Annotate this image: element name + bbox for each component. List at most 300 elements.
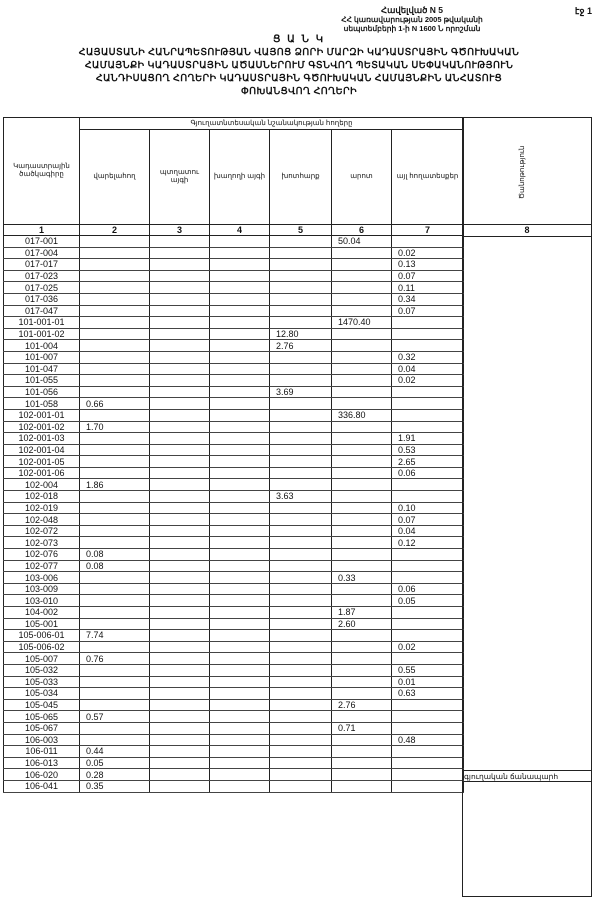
column-number: 4 xyxy=(210,225,270,236)
area-cell xyxy=(392,549,464,561)
table-row xyxy=(4,722,464,734)
column-number: 5 xyxy=(270,225,332,236)
column-number: 7 xyxy=(392,225,464,236)
area-cell xyxy=(392,421,464,433)
page-number: էջ 1 xyxy=(574,6,592,16)
area-cell xyxy=(150,769,210,781)
area-cell xyxy=(80,491,150,503)
area-cell xyxy=(80,340,150,352)
area-cell xyxy=(332,444,392,456)
area-cell xyxy=(392,699,464,711)
table-row xyxy=(4,780,464,792)
table-body xyxy=(4,236,464,793)
cadastral-code-cell: 106-013 xyxy=(4,757,80,769)
area-cell xyxy=(332,734,392,746)
area-cell xyxy=(80,456,150,468)
land-table xyxy=(3,117,464,793)
table-row xyxy=(4,236,464,248)
area-cell xyxy=(210,305,270,317)
area-cell xyxy=(210,514,270,526)
area-cell xyxy=(80,688,150,700)
cadastral-code-cell: 102-018 xyxy=(4,491,80,503)
cadastral-code-cell: 105-001 xyxy=(4,618,80,630)
area-cell xyxy=(210,351,270,363)
area-cell xyxy=(332,525,392,537)
table-row xyxy=(4,386,464,398)
area-cell xyxy=(270,607,332,619)
table-row xyxy=(4,456,464,468)
cadastral-code-cell: 102-001-01 xyxy=(4,409,80,421)
area-cell xyxy=(150,444,210,456)
cadastral-code-cell: 103-009 xyxy=(4,583,80,595)
cadastral-code-cell: 103-010 xyxy=(4,595,80,607)
notes-column xyxy=(462,117,592,897)
annex-line-2: սեպտեմբերի 1-ի N 1600 Ն որոշման xyxy=(343,24,481,33)
table-row xyxy=(4,444,464,456)
area-cell xyxy=(270,676,332,688)
area-cell xyxy=(270,653,332,665)
area-cell xyxy=(332,653,392,665)
area-cell xyxy=(210,630,270,642)
area-cell xyxy=(210,525,270,537)
cadastral-code-cell: 017-017 xyxy=(4,259,80,271)
table-row xyxy=(4,746,464,758)
cadastral-code-cell: 102-001-04 xyxy=(4,444,80,456)
table-row xyxy=(4,664,464,676)
cadastral-code-cell: 017-047 xyxy=(4,305,80,317)
area-cell xyxy=(270,595,332,607)
area-cell: 0.11 xyxy=(392,282,464,294)
area-cell xyxy=(392,560,464,572)
area-cell xyxy=(270,317,332,329)
area-cell xyxy=(150,375,210,387)
header-orchard: պտղատու այգի xyxy=(150,130,210,225)
area-cell: 2.60 xyxy=(332,618,392,630)
area-cell: 0.44 xyxy=(80,746,150,758)
area-cell xyxy=(150,711,210,723)
area-cell xyxy=(210,317,270,329)
table-row xyxy=(4,607,464,619)
cadastral-code-cell: 017-023 xyxy=(4,270,80,282)
area-cell xyxy=(210,421,270,433)
area-cell: 50.04 xyxy=(332,236,392,248)
area-cell xyxy=(210,502,270,514)
area-cell xyxy=(270,711,332,723)
area-cell xyxy=(270,502,332,514)
area-cell xyxy=(150,722,210,734)
cadastral-code-cell: 101-007 xyxy=(4,351,80,363)
area-cell xyxy=(150,259,210,271)
table-row xyxy=(4,409,464,421)
area-cell xyxy=(210,340,270,352)
area-cell: 0.63 xyxy=(392,688,464,700)
area-cell xyxy=(392,722,464,734)
area-cell xyxy=(392,328,464,340)
cadastral-code-cell: 105-065 xyxy=(4,711,80,723)
area-cell xyxy=(80,236,150,248)
area-cell xyxy=(270,757,332,769)
area-cell: 3.63 xyxy=(270,491,332,503)
area-cell xyxy=(210,757,270,769)
cadastral-code-cell: 105-007 xyxy=(4,653,80,665)
area-cell xyxy=(270,769,332,781)
area-cell xyxy=(80,676,150,688)
area-cell xyxy=(210,711,270,723)
cadastral-code-cell: 105-006-02 xyxy=(4,641,80,653)
area-cell: 0.48 xyxy=(392,734,464,746)
header-hayfield: խոտհարք xyxy=(270,130,332,225)
area-cell xyxy=(80,363,150,375)
area-cell xyxy=(270,572,332,584)
area-cell: 2.76 xyxy=(332,699,392,711)
area-cell xyxy=(80,247,150,259)
area-cell xyxy=(392,711,464,723)
area-cell xyxy=(210,293,270,305)
area-cell xyxy=(210,572,270,584)
cadastral-code-cell: 102-001-06 xyxy=(4,467,80,479)
area-cell xyxy=(210,618,270,630)
area-cell xyxy=(80,734,150,746)
area-cell xyxy=(392,398,464,410)
area-cell xyxy=(332,537,392,549)
table-row xyxy=(4,421,464,433)
area-cell: 0.35 xyxy=(80,780,150,792)
area-cell xyxy=(210,386,270,398)
area-cell xyxy=(80,270,150,282)
area-cell xyxy=(210,409,270,421)
area-cell xyxy=(210,398,270,410)
area-cell xyxy=(392,769,464,781)
area-cell xyxy=(80,375,150,387)
area-cell xyxy=(332,247,392,259)
area-cell xyxy=(332,433,392,445)
area-cell xyxy=(210,270,270,282)
cadastral-code-cell: 102-001-05 xyxy=(4,456,80,468)
table-row xyxy=(4,618,464,630)
header-notes-cell xyxy=(463,118,591,225)
area-cell xyxy=(270,351,332,363)
area-cell xyxy=(332,282,392,294)
area-cell xyxy=(80,328,150,340)
area-cell xyxy=(210,328,270,340)
area-cell xyxy=(270,398,332,410)
area-cell xyxy=(150,618,210,630)
area-cell xyxy=(270,722,332,734)
area-cell xyxy=(80,259,150,271)
table-row xyxy=(4,676,464,688)
table-row xyxy=(4,433,464,445)
area-cell xyxy=(270,409,332,421)
area-cell xyxy=(210,653,270,665)
area-cell xyxy=(210,769,270,781)
area-cell xyxy=(392,757,464,769)
cadastral-code-cell: 102-001-02 xyxy=(4,421,80,433)
area-cell: 0.12 xyxy=(392,537,464,549)
area-cell xyxy=(270,293,332,305)
area-cell: 0.07 xyxy=(392,514,464,526)
area-cell xyxy=(270,525,332,537)
area-cell xyxy=(150,421,210,433)
area-cell xyxy=(392,409,464,421)
area-cell: 0.02 xyxy=(392,247,464,259)
area-cell xyxy=(150,351,210,363)
area-cell: 0.34 xyxy=(392,293,464,305)
cadastral-code-cell: 101-056 xyxy=(4,386,80,398)
area-cell xyxy=(150,664,210,676)
area-cell xyxy=(150,560,210,572)
table-row xyxy=(4,351,464,363)
area-cell xyxy=(210,595,270,607)
area-cell xyxy=(392,386,464,398)
area-cell xyxy=(210,676,270,688)
area-cell xyxy=(80,525,150,537)
area-cell xyxy=(150,607,210,619)
area-cell: 0.10 xyxy=(392,502,464,514)
area-cell xyxy=(270,630,332,642)
area-cell xyxy=(332,340,392,352)
table-row xyxy=(4,340,464,352)
area-cell xyxy=(270,664,332,676)
table-row xyxy=(4,375,464,387)
area-cell xyxy=(150,409,210,421)
area-cell xyxy=(270,746,332,758)
area-cell xyxy=(80,293,150,305)
area-cell xyxy=(270,421,332,433)
area-cell xyxy=(150,676,210,688)
area-cell xyxy=(150,514,210,526)
table-row xyxy=(4,270,464,282)
area-cell xyxy=(210,491,270,503)
area-cell: 0.71 xyxy=(332,722,392,734)
area-cell xyxy=(150,479,210,491)
area-cell: 0.66 xyxy=(80,398,150,410)
column-number: 3 xyxy=(150,225,210,236)
area-cell xyxy=(332,676,392,688)
area-cell xyxy=(332,421,392,433)
area-cell: 0.04 xyxy=(392,363,464,375)
table-row xyxy=(4,398,464,410)
table-row xyxy=(4,479,464,491)
cadastral-code-cell: 017-001 xyxy=(4,236,80,248)
area-cell xyxy=(210,479,270,491)
area-cell xyxy=(332,328,392,340)
area-cell: 0.33 xyxy=(332,572,392,584)
area-cell xyxy=(332,259,392,271)
area-cell xyxy=(80,467,150,479)
area-cell: 0.02 xyxy=(392,641,464,653)
area-cell xyxy=(210,722,270,734)
cadastral-code-cell: 102-073 xyxy=(4,537,80,549)
area-cell xyxy=(270,699,332,711)
table-row xyxy=(4,630,464,642)
area-cell xyxy=(270,549,332,561)
area-cell xyxy=(332,514,392,526)
area-cell xyxy=(150,317,210,329)
table-row xyxy=(4,572,464,584)
area-cell: 0.07 xyxy=(392,270,464,282)
area-cell xyxy=(210,746,270,758)
area-cell xyxy=(80,722,150,734)
cadastral-code-cell: 105-045 xyxy=(4,699,80,711)
area-cell xyxy=(210,688,270,700)
area-cell xyxy=(270,688,332,700)
area-cell xyxy=(332,375,392,387)
area-cell xyxy=(270,270,332,282)
area-cell xyxy=(80,502,150,514)
table-row xyxy=(4,537,464,549)
area-cell: 1.87 xyxy=(332,607,392,619)
area-cell xyxy=(270,363,332,375)
area-cell: 0.05 xyxy=(392,595,464,607)
area-cell xyxy=(150,386,210,398)
area-cell: 0.06 xyxy=(392,583,464,595)
table-row xyxy=(4,595,464,607)
cadastral-code-cell: 101-047 xyxy=(4,363,80,375)
table-row xyxy=(4,525,464,537)
table-row xyxy=(4,699,464,711)
cadastral-code-cell: 105-033 xyxy=(4,676,80,688)
area-cell xyxy=(392,340,464,352)
header-notes: Ծանոթություն xyxy=(519,145,526,199)
area-cell xyxy=(80,583,150,595)
table-row xyxy=(4,491,464,503)
area-cell xyxy=(210,282,270,294)
area-cell xyxy=(270,618,332,630)
area-cell: 1.86 xyxy=(80,479,150,491)
area-cell xyxy=(332,769,392,781)
area-cell xyxy=(332,398,392,410)
area-cell xyxy=(392,317,464,329)
area-cell xyxy=(270,305,332,317)
area-cell xyxy=(150,270,210,282)
area-cell xyxy=(150,433,210,445)
table-row xyxy=(4,653,464,665)
table-row xyxy=(4,757,464,769)
area-cell xyxy=(210,363,270,375)
area-cell: 1.70 xyxy=(80,421,150,433)
area-cell xyxy=(270,583,332,595)
area-cell xyxy=(80,386,150,398)
column-number: 8 xyxy=(463,225,591,237)
area-cell xyxy=(150,699,210,711)
area-cell xyxy=(80,282,150,294)
table-row xyxy=(4,317,464,329)
area-cell: 2.65 xyxy=(392,456,464,468)
area-cell: 0.28 xyxy=(80,769,150,781)
table-row xyxy=(4,293,464,305)
area-cell xyxy=(80,595,150,607)
area-cell xyxy=(270,479,332,491)
cadastral-code-cell: 104-002 xyxy=(4,607,80,619)
area-cell xyxy=(332,386,392,398)
cadastral-code-cell: 106-003 xyxy=(4,734,80,746)
area-cell xyxy=(150,653,210,665)
area-cell xyxy=(392,630,464,642)
area-cell: 7.74 xyxy=(80,630,150,642)
area-cell: 0.55 xyxy=(392,664,464,676)
cadastral-code-cell: 017-025 xyxy=(4,282,80,294)
area-cell xyxy=(270,514,332,526)
annex-line-1: ՀՀ կառավարության 2005 թվականի xyxy=(341,15,483,24)
area-cell xyxy=(80,641,150,653)
area-cell xyxy=(80,433,150,445)
area-cell xyxy=(150,780,210,792)
area-cell xyxy=(80,444,150,456)
table-row xyxy=(4,641,464,653)
area-cell xyxy=(210,699,270,711)
area-cell xyxy=(80,572,150,584)
area-cell xyxy=(270,734,332,746)
area-cell xyxy=(150,398,210,410)
cadastral-code-cell: 102-072 xyxy=(4,525,80,537)
area-cell xyxy=(392,653,464,665)
area-cell: 0.32 xyxy=(392,351,464,363)
header-pasture: արոտ xyxy=(332,130,392,225)
area-cell: 0.57 xyxy=(80,711,150,723)
area-cell xyxy=(210,734,270,746)
area-cell xyxy=(392,479,464,491)
area-cell xyxy=(270,236,332,248)
area-cell xyxy=(332,467,392,479)
area-cell xyxy=(150,456,210,468)
area-cell xyxy=(150,630,210,642)
header-cadastral-code: Կադաստրային ծածկագիրը xyxy=(4,118,80,225)
cadastral-code-cell: 102-076 xyxy=(4,549,80,561)
area-cell xyxy=(332,780,392,792)
area-cell: 0.08 xyxy=(80,560,150,572)
annex-reference xyxy=(312,6,512,33)
cadastral-code-cell: 106-011 xyxy=(4,746,80,758)
area-cell xyxy=(332,641,392,653)
area-cell xyxy=(210,780,270,792)
area-cell xyxy=(150,502,210,514)
area-cell: 2.76 xyxy=(270,340,332,352)
column-number: 1 xyxy=(4,225,80,236)
area-cell xyxy=(332,549,392,561)
area-cell xyxy=(210,583,270,595)
area-cell xyxy=(150,572,210,584)
area-cell xyxy=(332,595,392,607)
area-cell xyxy=(392,780,464,792)
area-cell: 1.91 xyxy=(392,433,464,445)
table-row xyxy=(4,711,464,723)
area-cell: 0.53 xyxy=(392,444,464,456)
area-cell xyxy=(270,456,332,468)
table-row xyxy=(4,514,464,526)
area-cell xyxy=(150,734,210,746)
area-cell xyxy=(332,688,392,700)
area-cell: 0.08 xyxy=(80,549,150,561)
area-cell xyxy=(150,293,210,305)
area-cell xyxy=(210,259,270,271)
annex-title: Հավելված N 5 xyxy=(381,5,443,15)
area-cell xyxy=(150,746,210,758)
cadastral-code-cell: 017-004 xyxy=(4,247,80,259)
area-cell xyxy=(80,618,150,630)
area-cell xyxy=(270,433,332,445)
area-cell: 12.80 xyxy=(270,328,332,340)
header-agricultural-group: Գյուղատնտեսական նշանակության հողերը xyxy=(80,118,464,130)
area-cell: 0.05 xyxy=(80,757,150,769)
cadastral-code-cell: 105-032 xyxy=(4,664,80,676)
table-row xyxy=(4,247,464,259)
area-cell xyxy=(270,247,332,259)
table-row xyxy=(4,502,464,514)
area-cell xyxy=(392,572,464,584)
area-cell xyxy=(80,664,150,676)
area-cell xyxy=(80,514,150,526)
area-cell xyxy=(80,317,150,329)
